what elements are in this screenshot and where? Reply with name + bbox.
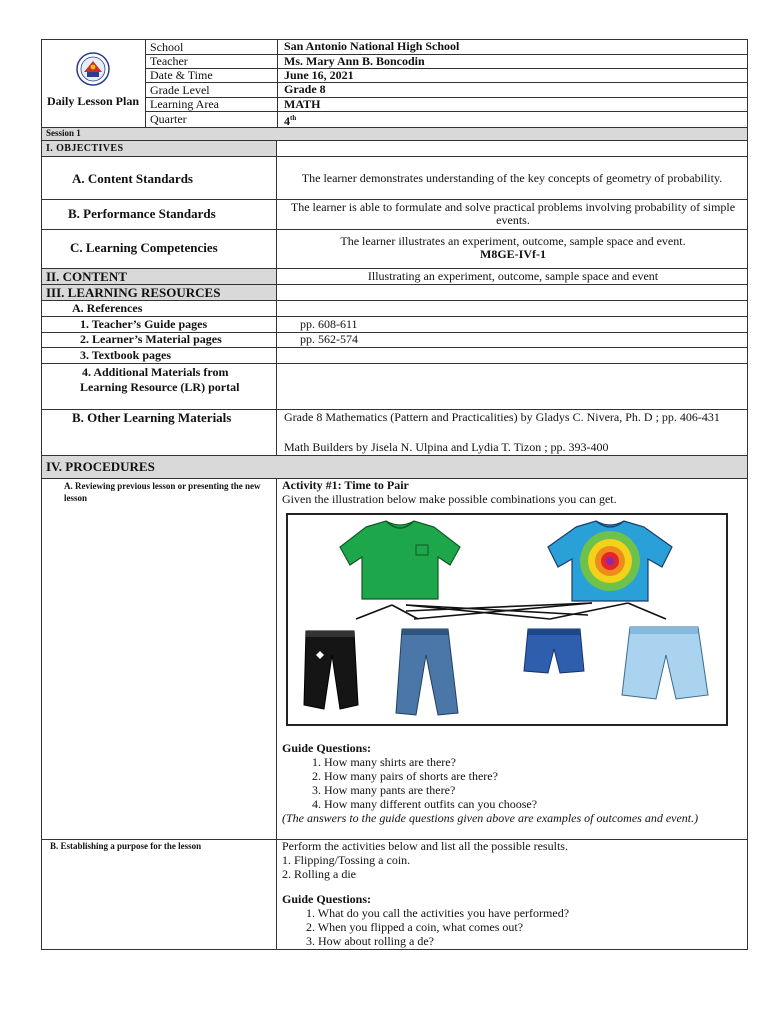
guide-question-1: 1. How many shirts are there? xyxy=(312,755,456,769)
procedure-b-activity-2: 2. Rolling a die xyxy=(282,867,356,881)
date-label: Date & Time xyxy=(150,68,213,82)
session-row-shade xyxy=(42,128,747,140)
procedure-b-activity-1: 1. Flipping/Tossing a coin. xyxy=(282,853,411,867)
other-materials-text-1: Grade 8 Mathematics (Pattern and Practicalities) by Gladys C. Nivera, Ph. D ; pp. 406-431 xyxy=(284,410,720,424)
grid-line xyxy=(41,156,748,157)
procedure-b-question-1: 1. What do you call the activities you have performed? xyxy=(306,906,570,920)
black-pants-icon xyxy=(304,631,358,709)
pairing-lines xyxy=(356,603,666,619)
tg-pages-value: pp. 608-611 xyxy=(300,317,358,331)
activity-title: Activity #1: Time to Pair xyxy=(282,478,409,492)
grade-label: Grade Level xyxy=(150,83,210,97)
grid-line xyxy=(145,68,748,69)
blue-jeans-icon xyxy=(396,629,458,715)
procedures-heading: IV. PROCEDURES xyxy=(46,459,155,474)
teacher-label: Teacher xyxy=(150,54,188,68)
performance-standards-text: The learner is able to formulate and solve practical problems involving probability of simple events. xyxy=(290,200,736,227)
lm-pages-label: 2. Learner’s Material pages xyxy=(80,332,222,346)
procedure-b-guide-title: Guide Questions: xyxy=(282,892,372,906)
activity-instruction: Given the illustration below make possible combinations you can get. xyxy=(282,492,617,506)
other-materials-label: B. Other Learning Materials xyxy=(72,410,232,425)
green-shirt-icon xyxy=(340,521,460,599)
learning-competencies-text: The learner illustrates an experiment, outcome, sample space and event. xyxy=(340,234,686,248)
session-label: Session 1 xyxy=(46,128,81,138)
outcomes-note: (The answers to the guide questions given above are examples of outcomes and event.) xyxy=(282,811,699,825)
clothing-illustration xyxy=(286,513,728,726)
grade-value: Grade 8 xyxy=(284,82,326,96)
tie-dye-shirt-icon xyxy=(548,521,672,601)
content-heading: II. CONTENT xyxy=(46,269,127,284)
grid-line xyxy=(277,39,278,127)
learning-competencies-label: C. Learning Competencies xyxy=(70,240,218,255)
grid-line xyxy=(41,363,748,364)
content-standards-label: A. Content Standards xyxy=(72,171,193,186)
dlp-title: Daily Lesson Plan xyxy=(46,94,139,108)
guide-questions-title: Guide Questions: xyxy=(282,741,372,755)
grid-line xyxy=(145,54,748,55)
grid-line xyxy=(41,300,748,301)
grid-line xyxy=(41,229,748,230)
grid-line xyxy=(145,39,146,127)
content-text: Illustrating an experiment, outcome, sample space and event xyxy=(367,269,659,283)
grid-line xyxy=(145,82,748,83)
deped-seal-logo xyxy=(76,52,110,86)
grid-line xyxy=(276,140,277,950)
references-label: A. References xyxy=(72,301,143,315)
procedure-b-instruction: Perform the activities below and list all the possible results. xyxy=(282,839,568,853)
grid-line xyxy=(145,97,748,98)
procedure-b-question-3: 3. How about rolling a de? xyxy=(306,934,434,948)
procedure-b-question-2: 2. When you flipped a coin, what comes out? xyxy=(306,920,524,934)
guide-question-4: 4. How many different outfits can you choose? xyxy=(312,797,538,811)
school-label: School xyxy=(150,40,184,54)
resources-heading: III. LEARNING RESOURCES xyxy=(46,285,221,300)
quarter-value: 4th xyxy=(284,114,297,128)
other-materials-text-2: Math Builders by Jisela N. Ulpina and Lydia T. Tizon ; pp. 393-400 xyxy=(284,440,609,454)
textbook-pages-label: 3. Textbook pages xyxy=(80,348,172,362)
area-value: MATH xyxy=(284,97,321,111)
tg-pages-label: 1. Teacher’s Guide pages xyxy=(80,317,208,331)
school-value: San Antonio National High School xyxy=(284,39,460,53)
area-label: Learning Area xyxy=(150,97,219,111)
objectives-heading: I. OBJECTIVES xyxy=(46,143,124,154)
performance-standards-label: B. Performance Standards xyxy=(68,206,216,221)
content-standards-text: The learner demonstrates understanding of the key concepts of geometry of probability. xyxy=(301,171,723,185)
guide-question-3: 3. How many pants are there? xyxy=(312,783,456,797)
procedure-a-label: A. Reviewing previous lesson or presenting the new lesson xyxy=(64,481,261,503)
competency-code: M8GE-IVf-1 xyxy=(480,247,546,261)
blue-shorts-icon xyxy=(524,629,584,673)
procedure-b-label: B. Establishing a purpose for the lesson xyxy=(50,841,202,851)
date-value: June 16, 2021 xyxy=(284,68,354,82)
additional-materials-label: 4. Additional Materials from Learning Resource (LR) portal xyxy=(80,365,240,394)
guide-question-2: 2. How many pairs of shorts are there? xyxy=(312,769,498,783)
light-shorts-icon xyxy=(622,627,708,699)
teacher-value: Ms. Mary Ann B. Boncodin xyxy=(284,54,425,68)
grid-line xyxy=(145,111,748,112)
quarter-label: Quarter xyxy=(150,112,187,126)
lm-pages-value: pp. 562-574 xyxy=(300,332,358,346)
